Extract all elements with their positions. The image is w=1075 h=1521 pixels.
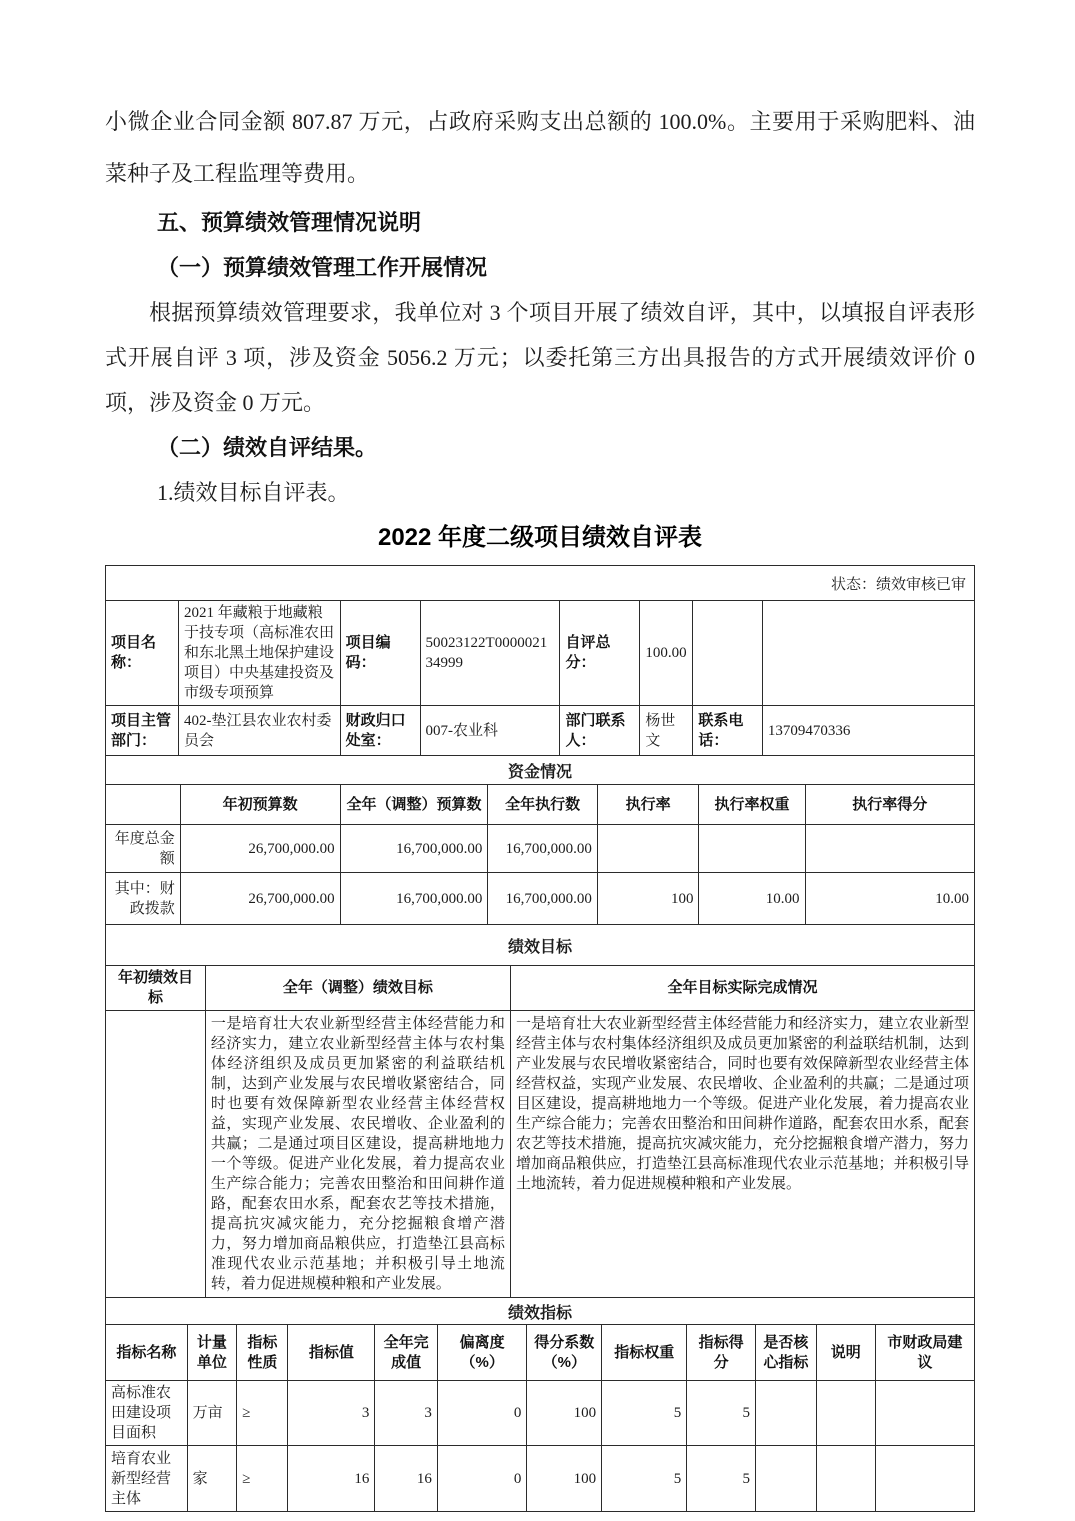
goals-actual-text: 一是培育壮大农业新型经营主体经营能力和经济实力，建立农业新型经营主体与农村集体经济组织及成员更加紧密的利益联结机制，达到产业发展与农民增收紧密结合，同时也要有效保障新型农业经营主体经营权益，实现产业发展、农民增收、企业盈利的共赢；二是通过项目区建设，提高耕地地力一个等级。促进产业化发展，着力提高农业生产综合能力；完善农田整治和田间耕作道路，配套农田水系，配套农艺等技术措施，提高抗灾减灾能力，充分挖掘粮食增产潜力，努力增加商品粮供应，打造垫江县高标准现代农业示范基地；并积极引导土地流转，着力促进规模种粮和产业发展。 [510,1011,974,1298]
ind-completed: 3 [375,1381,438,1446]
goals-header-actual: 全年目标实际完成情况 [510,966,974,1011]
funds-header-row [106,785,975,825]
ind-suggestion [875,1446,974,1512]
ind-note [816,1381,875,1446]
funds-row-label: 年度总金额 [106,825,181,873]
ind-deviation: 0 [437,1446,527,1512]
section-heading-5: 五、预算绩效管理情况说明 [157,210,422,235]
dept-label: 项目主管部门： [106,706,179,756]
project-code-value: 50023122T000002134999 [420,601,560,706]
ind-header-note: 说明 [816,1325,875,1381]
funds-section-title: 资金情况 [105,755,975,785]
ind-coefficient: 100 [527,1381,602,1446]
ind-note [816,1446,875,1512]
dept-value: 402-垫江县农业农村委员会 [178,706,340,756]
ind-unit: 万亩 [187,1381,237,1446]
funds-header-blank [106,785,181,825]
ind-core [755,1381,816,1446]
ind-header-core: 是否核心指标 [755,1325,816,1381]
funds-cell [805,825,975,873]
funds-row-total [106,825,975,873]
goals-header-initial: 年初绩效目标 [106,966,206,1011]
indicators-section-title: 绩效指标 [105,1297,975,1325]
funds-header-initial-budget: 年初预算数 [180,785,340,825]
ind-header-score: 指标得分 [687,1325,756,1381]
project-code-label: 项目编码： [340,601,420,706]
ind-header-unit: 计量单位 [187,1325,237,1381]
funds-cell: 16,700,000.00 [488,873,597,925]
ind-weight: 5 [602,1446,687,1512]
ind-target: 3 [288,1381,375,1446]
ind-header-nature: 指标性质 [237,1325,288,1381]
funds-header-exec-rate-score: 执行率得分 [805,785,975,825]
funds-cell: 10.00 [699,873,805,925]
paragraph-5-1: 根据预算绩效管理要求，我单位对 3 个项目开展了绩效自评，其中，以填报自评表形式开展自评 3 项，涉及资金 5056.2 万元；以委托第三方出具报告的方式开展绩效评价 0 项，涉及资金 0 万元。 [105,300,975,415]
info-empty-cell-1 [693,601,763,706]
indicator-row [106,1381,975,1446]
funds-header-exec-rate-weight: 执行率权重 [699,785,805,825]
ind-core [755,1446,816,1512]
ind-weight: 5 [602,1381,687,1446]
ind-suggestion [875,1381,974,1446]
table-title: 2022 年度二级项目绩效自评表 [377,524,703,551]
project-info-row-1 [106,601,975,706]
list-item-1: 1.绩效目标自评表。 [157,480,350,505]
project-name-label: 项目名称： [106,601,179,706]
goals-section-title: 绩效目标 [105,924,975,966]
indicators-table [105,1324,975,1512]
ind-score: 5 [687,1446,756,1512]
subsection-heading-5-1: （一）预算绩效管理工作开展情况 [157,255,488,280]
funds-cell: 100 [597,873,699,925]
subsection-heading-5-2: （二）绩效自评结果。 [157,435,378,460]
project-info-table [105,600,975,756]
ind-header-weight: 指标权重 [602,1325,687,1381]
ind-target: 16 [288,1446,375,1512]
funds-header-executed: 全年执行数 [488,785,597,825]
funds-row-label: 其中：财政拨款 [106,873,181,925]
status-line: 状态：绩效审核已审 [105,565,975,601]
ind-coefficient: 100 [527,1446,602,1512]
self-evaluation-table [105,565,975,1512]
funds-cell: 26,700,000.00 [180,873,340,925]
project-info-row-2 [106,706,975,756]
finance-office-value: 007-农业科 [420,706,560,756]
top-paragraph: 小微企业合同金额 807.87 万元，占政府采购支出总额的 100.0%。主要用于采购肥料、油菜种子及工程监理等费用。 [105,109,975,186]
ind-header-coefficient: 得分系数（%） [527,1325,602,1381]
ind-name: 培育农业新型经营主体 [106,1446,188,1512]
funds-header-adjusted-budget: 全年（调整）预算数 [340,785,488,825]
goals-adjusted-text: 一是培育壮大农业新型经营主体经营能力和经济实力，建立农业新型经营主体与农村集体经济组织及成员更加紧密的利益联结机制，达到产业发展与农民增收紧密结合，同时也要有效保障新型农业经营主体经营权益，实现产业发展、农民增收、企业盈利的共赢；二是通过项目区建设，提高耕地地力一个等级。促进产业化发展，着力提高农业生产综合能力；完善农田整治和田间耕作道路，配套农田水系，配套农艺等技术措施，提高抗灾减灾能力，充分挖掘粮食增产潜力，努力增加商品粮供应，打造垫江县高标准现代农业示范基地；并积极引导土地流转，着力促进规模种粮和产业发展。 [205,1011,510,1298]
indicator-row [106,1446,975,1512]
ind-nature: ≥ [237,1446,288,1512]
goals-body-row [106,1011,975,1298]
funds-cell: 16,700,000.00 [340,873,488,925]
goals-table [105,965,975,1298]
funds-header-exec-rate: 执行率 [597,785,699,825]
ind-header-name: 指标名称 [106,1325,188,1381]
phone-value: 13709470336 [762,706,974,756]
self-score-value: 100.00 [640,601,693,706]
project-name-value: 2021 年藏粮于地藏粮于技专项（高标准农田和东北黑土地保护建设项目）中央基建投资及市级专项预算 [178,601,340,706]
self-score-label: 自评总分： [560,601,640,706]
goals-header-adjusted: 全年（调整）绩效目标 [205,966,510,1011]
goals-header-row [106,966,975,1011]
ind-name: 高标准农田建设项目面积 [106,1381,188,1446]
ind-nature: ≥ [237,1381,288,1446]
indicators-header-row [106,1325,975,1381]
ind-header-completed: 全年完成值 [375,1325,438,1381]
ind-deviation: 0 [437,1381,527,1446]
contact-value: 杨世文 [640,706,693,756]
funds-cell [699,825,805,873]
funds-cell: 10.00 [805,873,975,925]
funds-cell [597,825,699,873]
funds-row-fiscal [106,873,975,925]
contact-label: 部门联系人： [560,706,640,756]
funds-cell: 16,700,000.00 [488,825,597,873]
funds-table [105,784,975,925]
phone-label: 联系电话： [693,706,763,756]
ind-header-deviation: 偏离度（%） [437,1325,527,1381]
funds-cell: 26,700,000.00 [180,825,340,873]
goals-initial-text [106,1011,206,1298]
ind-header-target: 指标值 [288,1325,375,1381]
finance-office-label: 财政归口处室： [340,706,420,756]
ind-completed: 16 [375,1446,438,1512]
ind-score: 5 [687,1381,756,1446]
ind-header-suggestion: 市财政局建议 [875,1325,974,1381]
ind-unit: 家 [187,1446,237,1512]
info-empty-cell-2 [762,601,974,706]
funds-cell: 16,700,000.00 [340,825,488,873]
